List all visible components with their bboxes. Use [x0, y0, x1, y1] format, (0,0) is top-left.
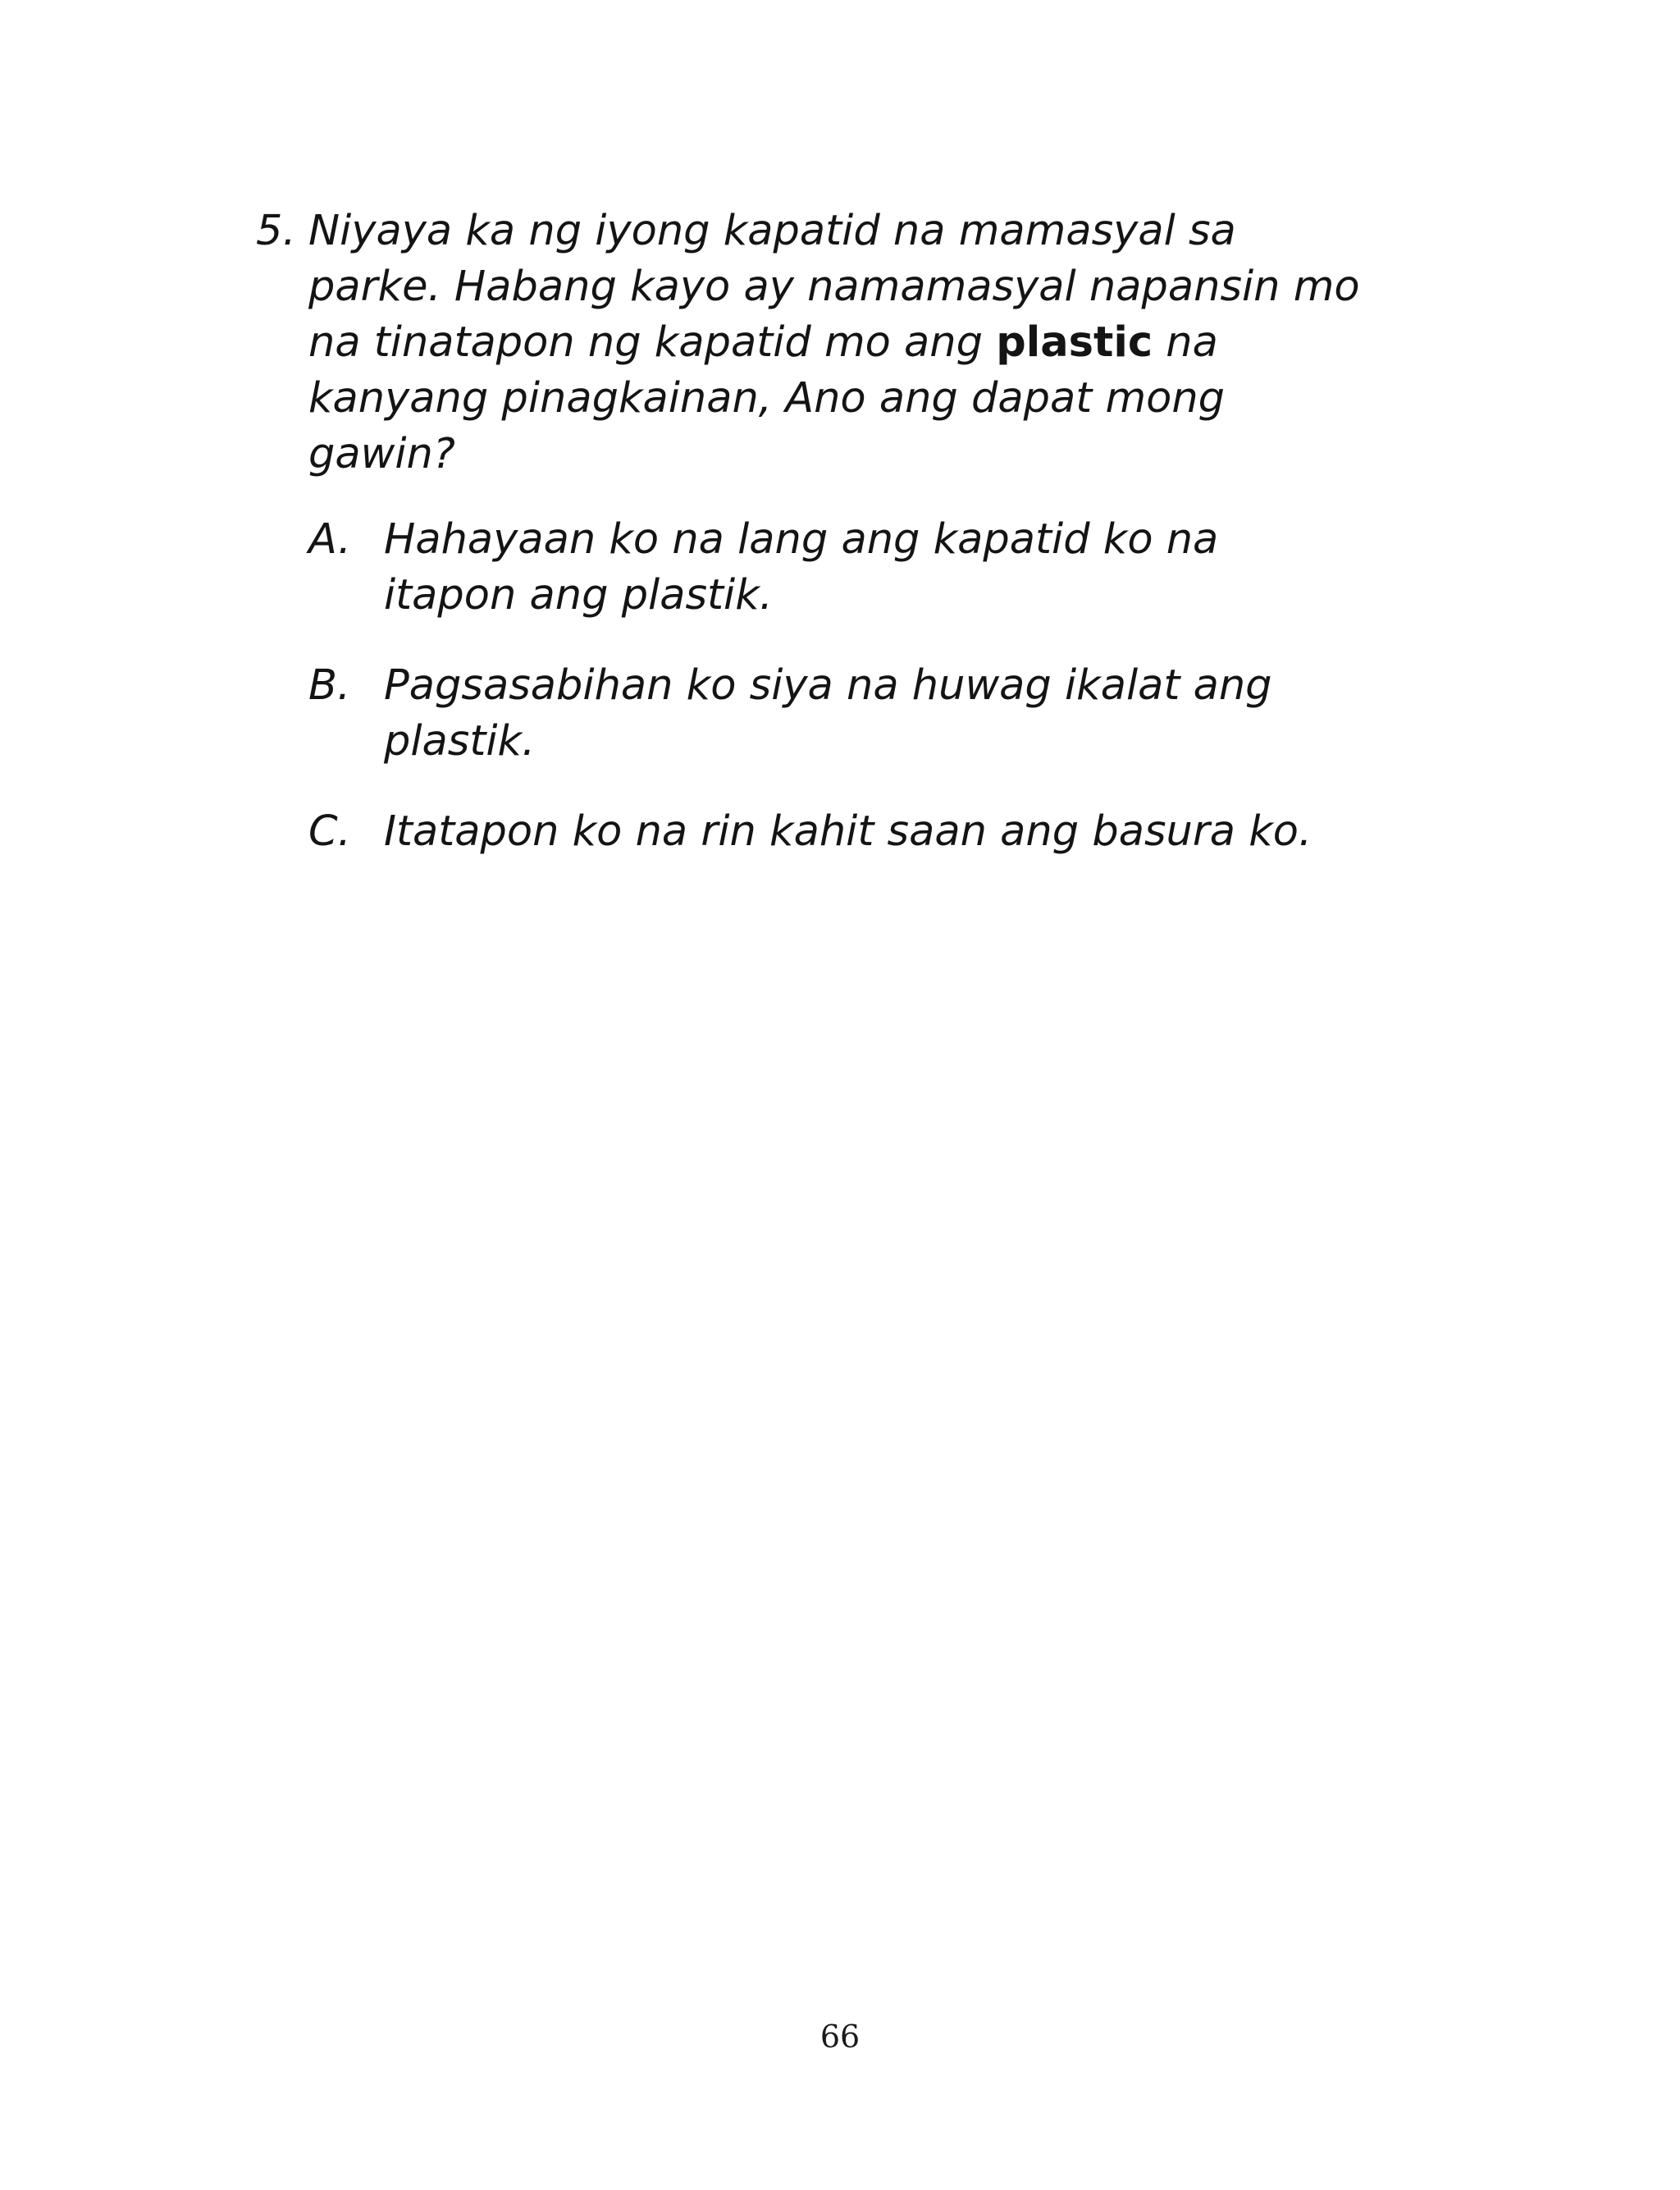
- question-number: 5.: [256, 207, 296, 255]
- choice-text: Itatapon ko na rin kahit saan ang basura ko.: [384, 807, 1312, 856]
- choice-text: Hahayaan ko na lang ang kapatid ko na itapon ang plastik.: [384, 515, 1219, 620]
- choice-a: [308, 512, 1363, 624]
- choice-c: [308, 804, 1363, 860]
- choice-letter: B.: [308, 661, 351, 710]
- question-text-end: na kanyang pinagkainan, Ano ang dapat mong gawin?: [308, 318, 1226, 478]
- choice-b: [308, 658, 1363, 770]
- choice-letter: C.: [308, 807, 351, 856]
- choice-letter: A.: [308, 515, 352, 564]
- question-block: [256, 203, 1363, 894]
- page-number: 66: [819, 2019, 861, 2055]
- choice-text: Pagsasabihan ko siya na huwag ikalat ang plastik.: [384, 661, 1272, 766]
- question-text-start: Niyaya ka ng iyong kapatid na mamasyal sa parke. Habang kayo ay namamasyal napansin mo na tinatapon ng kapatid mo ang: [308, 207, 1360, 367]
- question-stem: [256, 203, 1363, 482]
- question-bold-word: plastic: [996, 318, 1153, 367]
- answer-choices: [308, 512, 1363, 860]
- question-text: [308, 203, 1363, 482]
